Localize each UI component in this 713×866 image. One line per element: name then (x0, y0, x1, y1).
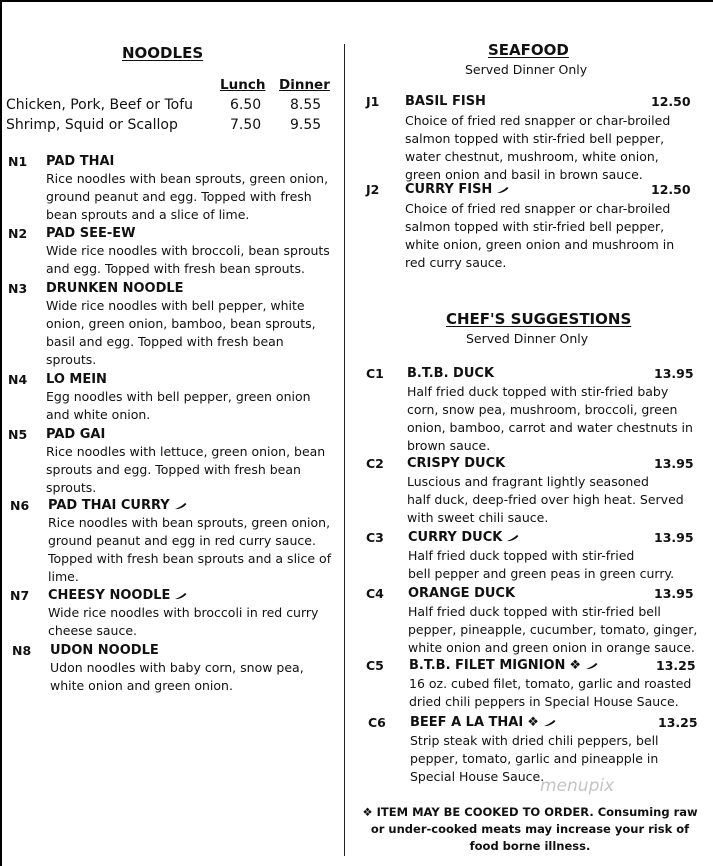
item-description: 16 oz. cubed filet, tomato, garlic and roasted dried chili peppers in Special House Sauce. (409, 676, 692, 709)
item-name: UDON NOODLE (50, 643, 159, 658)
chili-pepper-icon (506, 534, 519, 542)
item-name: LO MEIN (46, 372, 107, 387)
item-code: C5 (366, 658, 384, 673)
item-code: C6 (368, 715, 386, 730)
item-description: Luscious and fragrant lightly seasoned half duck, deep-fried over high heat. Served with sweet chili sauce. (407, 474, 684, 525)
item-code: C1 (366, 366, 384, 381)
noodles-heading: NOODLES (122, 44, 204, 62)
footnote-bold: ITEM MAY BE COOKED TO ORDER. (376, 805, 594, 819)
item-price: 13.25 (658, 715, 698, 730)
seafood-subtitle: Served Dinner Only (465, 62, 588, 77)
item-price: 13.95 (654, 366, 694, 381)
item-code: N7 (10, 588, 30, 603)
item-name: B.T.B. DUCK (407, 366, 495, 381)
item-name: CURRY DUCK (408, 530, 519, 545)
item-name: PAD THAI (46, 154, 115, 169)
item-code: N4 (8, 372, 28, 387)
item-name: PAD THAI CURRY (48, 498, 187, 513)
item-price: 12.50 (651, 94, 691, 109)
item-name: CURRY FISH (405, 182, 509, 197)
item-price: 13.95 (654, 530, 694, 545)
item-code: N3 (8, 281, 28, 296)
dinner-price: 8.55 (290, 97, 322, 113)
protein-option: Shrimp, Squid or Scallop (6, 117, 178, 133)
item-name: B.T.B. FILET MIGNION ❖ (409, 658, 598, 673)
item-code: J2 (366, 182, 380, 197)
lunch-label: Lunch (220, 77, 266, 93)
item-description: Choice of fried red snapper or char-broiled salmon topped with stir-fried bell pepper, water chestnut, mushroom, white onion, green onion and basil in brown sauce. (405, 113, 671, 182)
item-description: Rice noodles with bean sprouts, green onion, ground peanut and egg in red curry sauce. Topped with fresh bean sprouts and a slice of lime. (48, 515, 332, 584)
item-name: ORANGE DUCK (408, 586, 516, 601)
item-price: 12.50 (651, 182, 691, 197)
item-name: BASIL FISH (405, 94, 486, 109)
item-code: C4 (366, 586, 384, 601)
item-description: Half fried duck topped with stir-fried bell pepper, pineapple, cucumber, tomato, ginger, white onion and green onion in orange sauce. (408, 604, 698, 655)
dinner-label: Dinner (279, 77, 330, 93)
item-code: C3 (366, 530, 384, 545)
footnote-text: Consuming raw or under-cooked meats may increase your risk of food borne illness. (370, 805, 698, 853)
item-code: J1 (366, 94, 380, 109)
item-name: DRUNKEN NOODLE (46, 281, 184, 296)
chili-pepper-icon (543, 719, 556, 727)
lunch-price: 7.50 (230, 117, 262, 133)
chili-pepper-icon (496, 186, 509, 194)
item-name: BEEF A LA THAI ❖ (410, 715, 556, 730)
diamond-icon: ❖ (362, 805, 373, 819)
item-name: PAD GAI (46, 427, 106, 442)
item-description: Egg noodles with bell pepper, green onion and white onion. (46, 389, 311, 422)
chef-subtitle: Served Dinner Only (466, 331, 589, 346)
item-code: N6 (10, 498, 30, 513)
page-border-left (0, 0, 2, 866)
item-name: CRISPY DUCK (407, 456, 506, 471)
item-name: CHEESY NOODLE (48, 588, 187, 603)
item-description: Choice of fried red snapper or char-broiled salmon topped with stir-fried bell pepper, white onion, green onion and mushroom in red curry sauce. (405, 201, 675, 270)
item-price: 13.95 (654, 586, 694, 601)
seafood-heading: SEAFOOD (488, 41, 569, 59)
diamond-icon: ❖ (527, 715, 539, 730)
chili-pepper-icon (585, 662, 598, 670)
watermark: menupix (540, 776, 615, 796)
chili-pepper-icon (174, 502, 187, 510)
footnote (362, 804, 698, 855)
item-price: 13.95 (654, 456, 694, 471)
dinner-price: 9.55 (290, 117, 322, 133)
item-code: N5 (8, 427, 28, 442)
item-code: N2 (8, 226, 28, 241)
item-price: 13.25 (656, 658, 696, 673)
item-description: Half fried duck topped with stir-fried baby corn, snow pea, mushroom, broccoli, green onion, bamboo, carrot and water chestnuts in brown sauce. (407, 384, 693, 453)
page-border-top (0, 0, 713, 2)
chef-suggestions-heading: CHEF'S SUGGESTIONS (446, 310, 632, 328)
chili-pepper-icon (174, 592, 187, 600)
item-code: N8 (12, 643, 32, 658)
item-description: Rice noodles with lettuce, green onion, bean sprouts and egg. Topped with fresh bean sprouts. (46, 444, 326, 495)
diamond-icon: ❖ (569, 658, 582, 673)
protein-option: Chicken, Pork, Beef or Tofu (6, 97, 194, 113)
item-description: Wide rice noodles with bell pepper, white onion, green onion, bamboo, bean sprouts, basil and egg. Topped with fresh bean sprouts. (46, 298, 316, 367)
lunch-price: 6.50 (230, 97, 262, 113)
item-code: C2 (366, 456, 384, 471)
item-description: Half fried duck topped with stir-fried bell pepper and green peas in green curry. (408, 548, 675, 581)
item-code: N1 (8, 154, 28, 169)
item-description: Rice noodles with bean sprouts, green onion, ground peanut and egg. Topped with fresh bean sprouts and a slice of lime. (46, 171, 329, 222)
item-name: PAD SEE-EW (46, 226, 136, 241)
item-description: Wide rice noodles with broccoli in red curry cheese sauce. (48, 605, 319, 638)
item-description: Strip steak with dried chili peppers, bell pepper, tomato, garlic and pineapple in Special House Sauce. (410, 733, 659, 784)
item-description: Udon noodles with baby corn, snow pea, white onion and green onion. (50, 660, 304, 693)
item-description: Wide rice noodles with broccoli, bean sprouts and egg. Topped with fresh bean sprouts. (46, 243, 330, 276)
